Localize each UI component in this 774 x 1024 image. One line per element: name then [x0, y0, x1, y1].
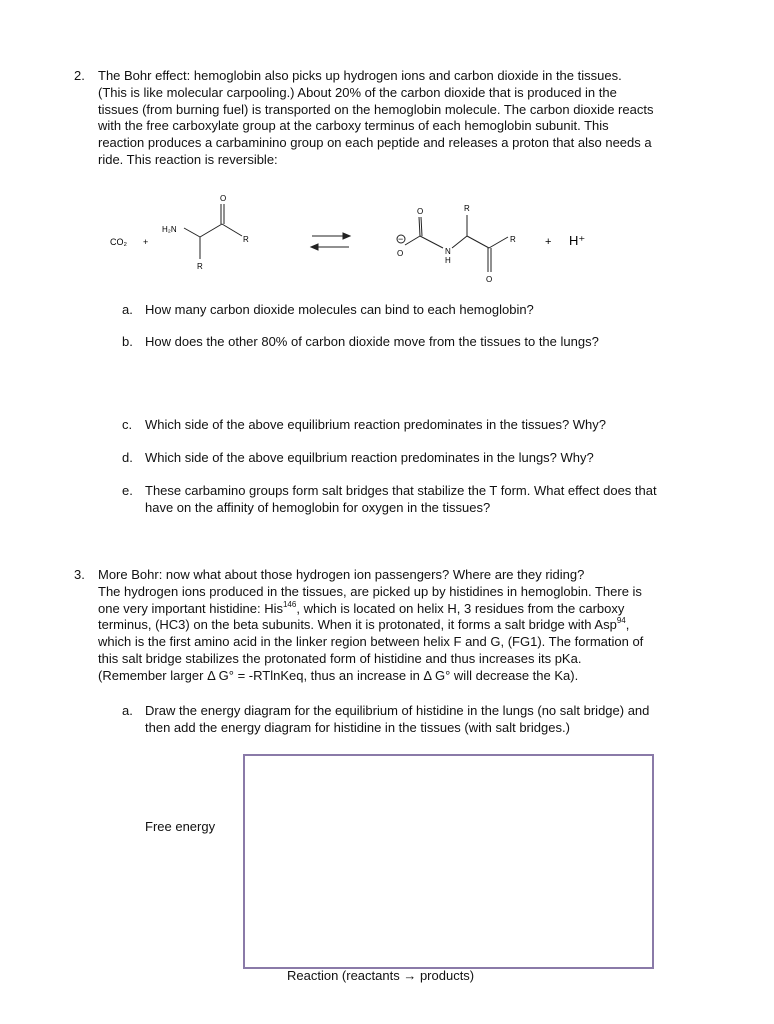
proton-label: H⁺ — [569, 233, 586, 248]
negative-charge: − — [398, 234, 404, 244]
subquestion-label: a. — [122, 703, 133, 718]
left-molecule-bonds — [184, 204, 242, 259]
plus-sign: + — [545, 236, 552, 248]
subquestion-b: How does the other 80% of carbon dioxide move from the tissues to the lungs? — [145, 334, 599, 349]
q3-line: which is the first amino acid in the linker region between helix F and G, (FG1). The formation of — [98, 634, 644, 650]
q2-line: The Bohr effect: hemoglobin also picks up hydrogen ions and carbon dioxide in the tissues. — [98, 68, 622, 83]
right-molecule-bonds — [397, 215, 508, 272]
r-group-label: R — [464, 204, 470, 213]
q2-line: ride. This reaction is reversible: — [98, 151, 278, 167]
oxygen-anion-label: O — [397, 249, 404, 258]
subquestion-e — [145, 483, 657, 517]
q3-subquestion-a-line: Draw the energy diagram for the equilibrium of histidine in the lungs (no salt bridge) and — [145, 703, 650, 718]
q3-line: (Remember larger Δ G° = -RTlnKeq, thus an increase in Δ G° will decrease the Ka). — [98, 667, 579, 683]
x-axis-label: Reaction (reactants → products) — [287, 968, 475, 983]
energy-diagram-drawing-area[interactable] — [243, 754, 654, 969]
carbamino-reaction-scheme — [100, 190, 620, 290]
subquestion-c: Which side of the above equilibrium reaction predominates in the tissues? Why? — [145, 417, 607, 432]
q3-text — [98, 567, 643, 685]
carbonyl-o-label: O — [220, 194, 227, 203]
subquestion-e-line: These carbamino groups form salt bridges that stabilize the T form. What effect does that — [145, 483, 657, 498]
h2n-label: H₂N — [162, 225, 177, 234]
q2-line: (This is like molecular carpooling.) About 20% of the carbon dioxide that is produced in the — [98, 84, 617, 100]
r-group-label: R — [510, 235, 516, 244]
subquestion-label: b. — [122, 334, 133, 349]
q3-subquestion-a — [145, 703, 649, 737]
his-superscript: 146 — [282, 599, 297, 609]
subquestion-label: e. — [122, 483, 133, 498]
q3-subquestion-a-line: then add the energy diagram for histidine in the tissues (with salt bridges.) — [145, 719, 570, 735]
q3-line-text: , — [625, 617, 630, 633]
co2-label: CO₂ — [110, 237, 127, 247]
r-group-label: R — [243, 235, 249, 244]
plus-sign: + — [143, 237, 149, 247]
q3-line — [98, 601, 643, 618]
q2-text — [98, 68, 653, 169]
asp-superscript: 94 — [616, 616, 626, 626]
subquestion-a: How many carbon dioxide molecules can bind to each hemoglobin? — [145, 302, 534, 317]
hydrogen-label: H — [445, 256, 451, 265]
q3-line: The hydrogen ions produced in the tissues, are picked up by histidines in hemoglobin. There is — [98, 583, 642, 599]
q2-line: with the free carboxylate group at the carboxy terminus of each hemoglobin subunit. This — [98, 118, 609, 134]
q2-line: reaction produces a carbaminino group on each peptide and releases a proton that also needs a — [98, 135, 652, 151]
subquestion-d: Which side of the above equilbrium reaction predominates in the lungs? Why? — [145, 450, 594, 465]
q2-line: tissues (from burning fuel) is transported on the hemoglobin molecule. The carbon dioxide reacts — [98, 101, 654, 117]
carbonyl-o-label: O — [417, 207, 424, 216]
q3-line-text: , which is located on helix H, 3 residues from the carboxy — [296, 600, 625, 616]
carbonyl-o-label: O — [486, 275, 493, 284]
y-axis-label: Free energy — [145, 819, 216, 834]
q3-line: More Bohr: now what about those hydrogen ion passengers? Where are they riding? — [98, 567, 585, 582]
q3-line-text: one very important histidine: His — [98, 600, 283, 616]
nitrogen-label: N — [445, 247, 451, 256]
q3-line — [98, 617, 643, 634]
q2-number: 2. — [74, 68, 85, 83]
q3-line: this salt bridge stabilizes the protonated form of histidine and thus increases its pKa. — [98, 650, 582, 666]
subquestion-label: c. — [122, 417, 133, 432]
q3-number: 3. — [74, 567, 85, 582]
subquestion-label: d. — [122, 450, 133, 465]
q3-line-text: terminus, (HC3) on the beta subunits. When it is protonated, it forms a salt bridge with Asp — [98, 617, 617, 633]
subquestion-e-line: have on the affinity of hemoglobin for oxygen in the tissues? — [145, 499, 491, 515]
r-group-label: R — [197, 262, 203, 271]
subquestion-label: a. — [122, 302, 133, 317]
equilibrium-arrows — [311, 233, 350, 250]
